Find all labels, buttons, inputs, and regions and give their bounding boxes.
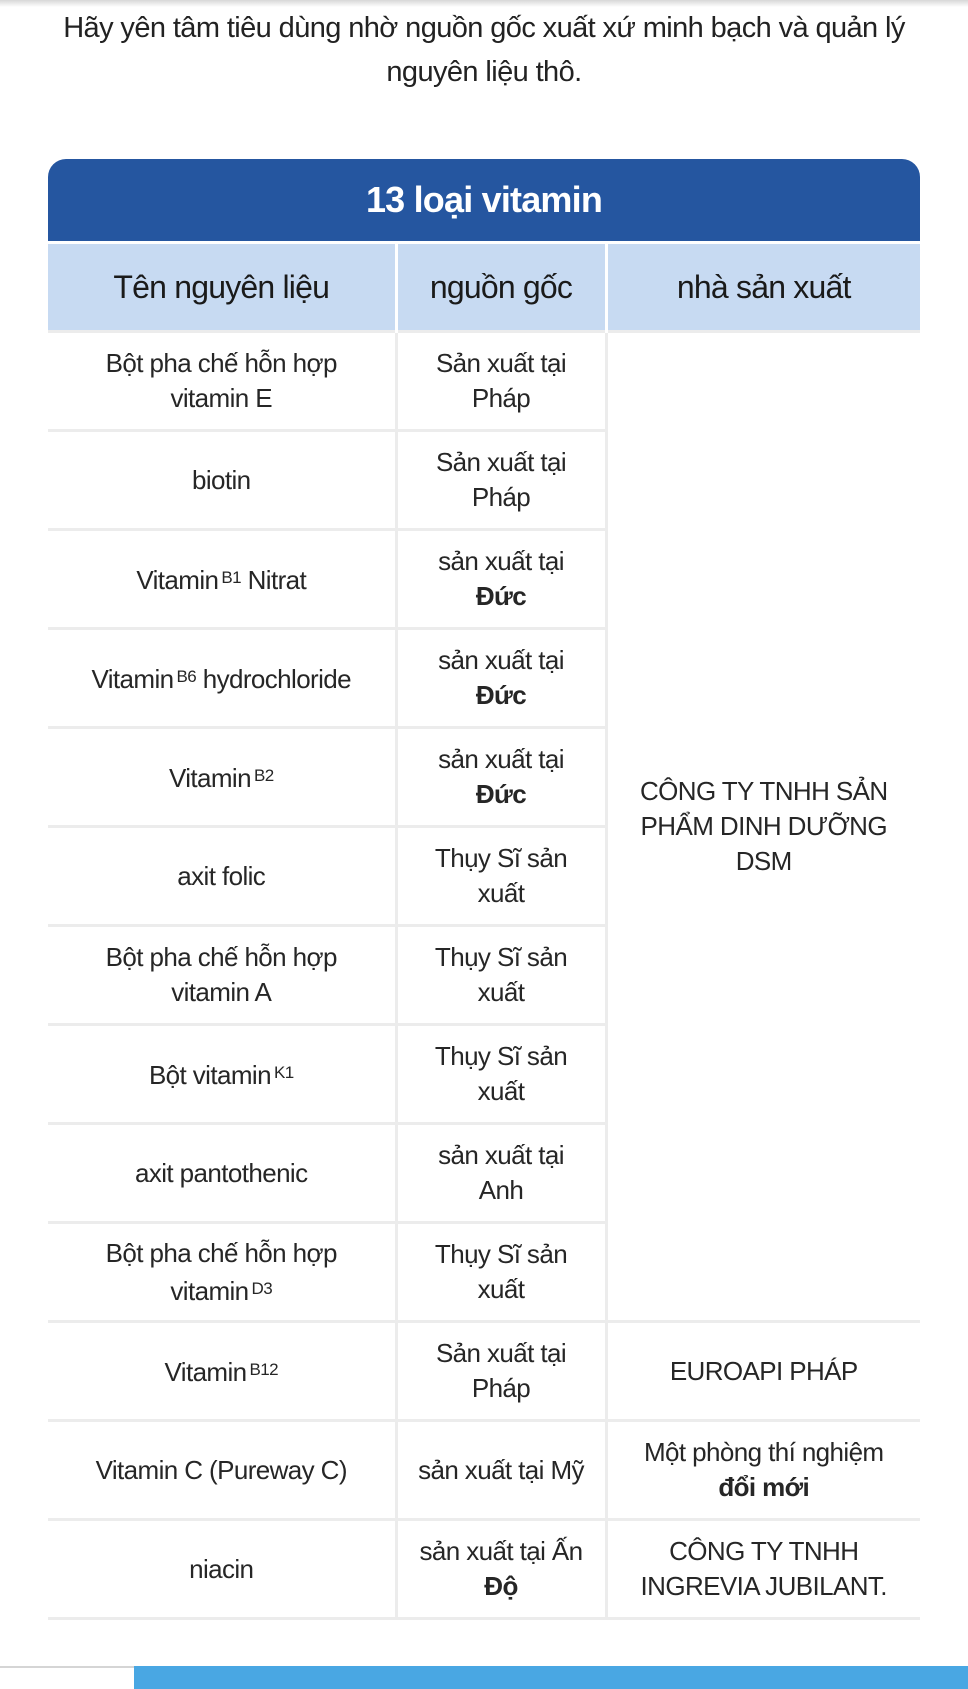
intro-line-2: nguyên liệu thô. bbox=[386, 56, 582, 88]
origin-cell: Thụy Sĩ sản xuất bbox=[396, 1025, 606, 1124]
ingredient-name: axit pantothenic bbox=[48, 1124, 396, 1223]
ingredient-name: Bột pha chế hỗn hợp vitamin A bbox=[48, 926, 396, 1025]
origin-cell: sản xuất tại Ấn Độ bbox=[396, 1520, 606, 1619]
origin-cell: sản xuất tại Đức bbox=[396, 629, 606, 728]
origin-cell: Sản xuất tại Pháp bbox=[396, 431, 606, 530]
ingredient-name: Vitamin $^{B2}$ bbox=[48, 728, 396, 827]
vitamin-table-card bbox=[48, 159, 920, 1620]
origin-cell: Thụy Sĩ sản xuất bbox=[396, 1223, 606, 1322]
origin-cell: Thụy Sĩ sản xuất bbox=[396, 926, 606, 1025]
ingredient-name: Bột vitamin $^{K1}$ bbox=[48, 1025, 396, 1124]
ingredient-name: Vitamin $^{B1}$ Nitrat bbox=[48, 530, 396, 629]
ingredient-name: Bột pha chế hỗn hợp vitamin $^{D3}$ bbox=[48, 1223, 396, 1322]
origin-cell: sản xuất tại Đức bbox=[396, 530, 606, 629]
ingredient-name: axit folic bbox=[48, 827, 396, 926]
maker-cell: Một phòng thí nghiệm đổi mới bbox=[606, 1421, 920, 1520]
origin-cell: sản xuất tại Anh bbox=[396, 1124, 606, 1223]
ingredient-name: Vitamin $^{B6}$ hydrochloride bbox=[48, 629, 396, 728]
ingredient-name: niacin bbox=[48, 1520, 396, 1619]
intro-line-1: Hãy yên tâm tiêu dùng nhờ nguồn gốc xuất xứ minh bạch và quản lý bbox=[63, 12, 905, 44]
origin-cell: Sản xuất tại Pháp bbox=[396, 332, 606, 431]
maker-cell: EUROAPI PHÁP bbox=[606, 1322, 920, 1421]
ingredient-name: Vitamin C (Pureway C) bbox=[48, 1421, 396, 1520]
table-row bbox=[48, 1322, 920, 1421]
bottom-bar[interactable] bbox=[0, 1666, 968, 1689]
header-row bbox=[48, 243, 920, 332]
origin-cell: Sản xuất tại Pháp bbox=[396, 1322, 606, 1421]
header-origin: nguồn gốc bbox=[396, 243, 606, 332]
maker-cell: CÔNG TY TNHH SẢN PHẨM DINH DƯỠNG DSM bbox=[606, 332, 920, 1322]
table-row bbox=[48, 332, 920, 431]
intro-text bbox=[40, 6, 928, 94]
vitamin-table bbox=[48, 241, 920, 1620]
table-row bbox=[48, 1421, 920, 1520]
header-maker: nhà sản xuất bbox=[606, 243, 920, 332]
bottom-tab[interactable] bbox=[0, 1666, 134, 1689]
table-row bbox=[48, 1520, 920, 1619]
ingredient-name: Vitamin $^{B12}$ bbox=[48, 1322, 396, 1421]
maker-cell: CÔNG TY TNHH INGREVIA JUBILANT. bbox=[606, 1520, 920, 1619]
header-name: Tên nguyên liệu bbox=[48, 243, 396, 332]
origin-cell: sản xuất tại Đức bbox=[396, 728, 606, 827]
table-title: 13 loại vitamin bbox=[48, 159, 920, 241]
ingredient-name: biotin bbox=[48, 431, 396, 530]
origin-cell: Thụy Sĩ sản xuất bbox=[396, 827, 606, 926]
ingredient-name: Bột pha chế hỗn hợp vitamin E bbox=[48, 332, 396, 431]
origin-cell: sản xuất tại Mỹ bbox=[396, 1421, 606, 1520]
